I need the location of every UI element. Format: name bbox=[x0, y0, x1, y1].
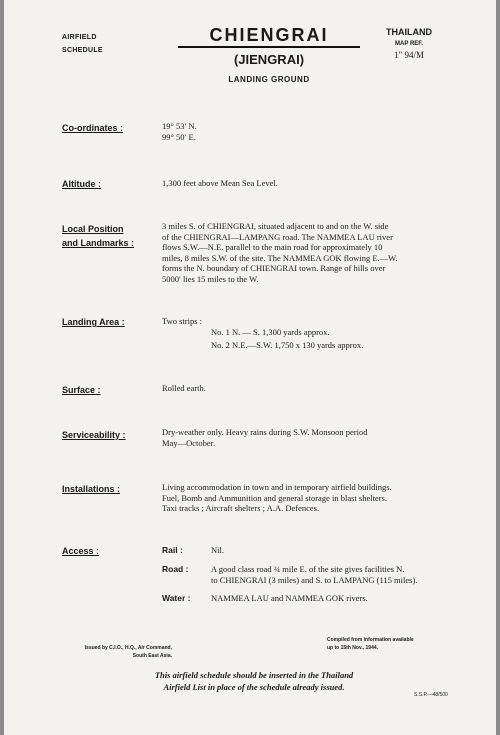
country-block bbox=[374, 26, 444, 61]
title-block bbox=[154, 24, 384, 87]
compiled-note bbox=[327, 636, 447, 652]
country-name: THAILAND bbox=[386, 27, 432, 37]
local-position-line: of the CHIENGRAI—LAMPANG road. The NAMMEA LAU river bbox=[162, 231, 393, 242]
local-position-line: 5000′ lies 15 miles to the W. bbox=[162, 273, 259, 284]
serviceability-label: Serviceability : bbox=[62, 430, 126, 440]
road-label: Road : bbox=[162, 564, 189, 574]
surface-value: Rolled earth. bbox=[162, 383, 206, 393]
map-ref-label: MAP REF. bbox=[395, 41, 423, 47]
altitude-label: Altitude : bbox=[62, 179, 101, 189]
rail-value: Nil. bbox=[211, 545, 224, 555]
doc-type-label bbox=[62, 31, 103, 57]
issued-line: South East Asia. bbox=[132, 653, 172, 659]
local-position-line: 3 miles S. of CHIENGRAI, situated adjacent to and on the W. side bbox=[162, 221, 389, 231]
compiled-line: Compiled from information available bbox=[327, 637, 414, 643]
road-line: to CHIENGRAI (3 miles) and S. to LAMPANG (115 miles). bbox=[211, 574, 418, 585]
installations-line: Living accommodation in town and in temporary airfield buildings. bbox=[162, 482, 392, 492]
local-position-label: Local Position and Landmarks : bbox=[62, 224, 135, 248]
insertion-note bbox=[124, 669, 384, 693]
doc-type-line1: AIRFIELD bbox=[62, 34, 97, 41]
strip-1: No. 1 N. — S. 1,300 yards approx. bbox=[211, 327, 330, 337]
map-ref-value: 1" 94/M bbox=[394, 50, 424, 60]
landing-area-label: Landing Area : bbox=[62, 317, 125, 327]
local-position-line: flows S.W.—N.E. parallel to the main road for approximately 10 bbox=[162, 242, 383, 252]
issued-line: Issued by C.I.O., H.Q., Air Command, bbox=[84, 645, 172, 651]
serviceability-line: May—October. bbox=[162, 437, 216, 448]
road-line: A good class road ¾ mile E. of the site gives facilities N. bbox=[211, 564, 405, 574]
title-underline bbox=[178, 46, 360, 48]
note-line: Airfield List in place of the schedule already issued. bbox=[163, 682, 345, 692]
print-reference: S.S.P.—48/500 bbox=[414, 692, 448, 698]
document-page bbox=[4, 0, 496, 735]
installations-label: Installations : bbox=[62, 484, 121, 494]
water-label: Water : bbox=[162, 593, 191, 603]
altitude-value: 1,300 feet above Mean Sea Level. bbox=[162, 178, 278, 188]
compiled-line: up to 15th Nov., 1944. bbox=[327, 645, 379, 651]
coordinates-value bbox=[162, 121, 197, 142]
water-value: NAMMEA LAU and NAMMEA GOK rivers. bbox=[211, 593, 368, 603]
longitude: 99° 50′ E. bbox=[162, 131, 196, 142]
alternate-title: (JIENGRAI) bbox=[233, 52, 305, 67]
subtitle: LANDING GROUND bbox=[228, 75, 310, 84]
access-label: Access : bbox=[62, 546, 100, 556]
installations-value bbox=[162, 482, 392, 514]
rail-label: Rail : bbox=[162, 545, 183, 555]
serviceability-line: Dry-weather only. Heavy rains during S.W. Monsoon period bbox=[162, 427, 368, 437]
issued-by bbox=[62, 644, 172, 660]
strip-2: No. 2 N.E.—S.W. 1,750 x 130 yards approx. bbox=[211, 340, 364, 350]
installations-line: Fuel, Bomb and Ammunition and general storage in blast shelters. bbox=[162, 492, 387, 503]
local-position-line: miles, 8 miles S.W. of the site. The NAMMEA GOK flowing E.—W. bbox=[162, 252, 398, 263]
doc-type-line2: SCHEDULE bbox=[62, 47, 103, 54]
installations-line: Taxi tracks ; Aircraft shelters ; A.A. Defences. bbox=[162, 503, 320, 513]
latitude: 19° 53′ N. bbox=[162, 121, 197, 131]
serviceability-value bbox=[162, 427, 367, 448]
local-position-line: forms the N. boundary of CHIENGRAI town. Range of hills over bbox=[162, 263, 386, 273]
road-value bbox=[211, 564, 417, 585]
local-position-value bbox=[162, 221, 398, 284]
note-line: This airfield schedule should be inserted in the Thailand bbox=[154, 670, 354, 680]
page-title: CHIENGRAI bbox=[209, 25, 329, 45]
landing-area-intro: Two strips : bbox=[162, 316, 203, 326]
surface-label: Surface : bbox=[62, 385, 101, 395]
coordinates-label: Co-ordinates : bbox=[62, 123, 124, 133]
